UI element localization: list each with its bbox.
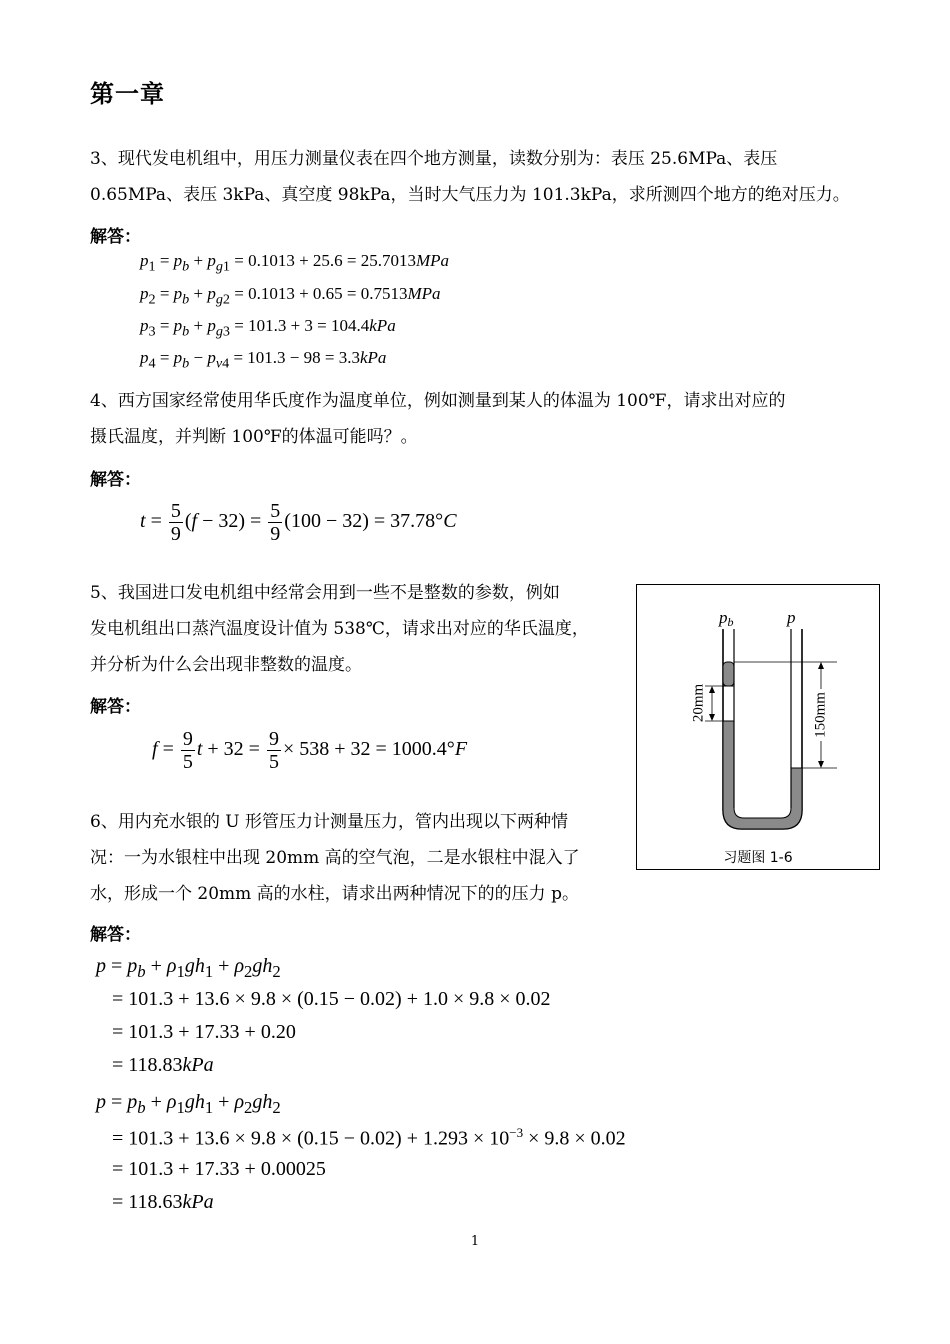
problem-6-line-2: 况：一为水银柱中出现 20mm 高的空气泡，二是水银柱中混入了	[90, 848, 580, 868]
chapter-title: 第一章	[90, 80, 165, 108]
figure-u-tube	[636, 584, 880, 870]
label-p: p	[787, 608, 796, 627]
solution-1-line-3: = 101.3 + 17.33 + 0.20	[112, 1021, 296, 1043]
problem-6-answer-label: 解答：	[90, 925, 141, 945]
mercury-segment-top	[723, 662, 734, 686]
problem-4-text	[90, 383, 860, 455]
label-pb: pb	[719, 608, 734, 629]
dim-150-arrow-top	[818, 662, 824, 669]
dim-150-label: 150mm	[812, 692, 829, 738]
dim-20-arrow-bottom	[709, 714, 715, 721]
problem-4-answer-label: 解答：	[90, 470, 141, 490]
solution-2-line-4: = 118.63kPa	[112, 1191, 214, 1213]
problem-3-line-1: 3、现代发电机组中，用压力测量仪表在四个地方测量，读数分别为：表压 25.6MPa、表压	[90, 149, 778, 169]
problem-5-line-3: 并分析为什么会出现非整数的温度。	[90, 655, 362, 675]
dim-20-label: 20mm	[690, 683, 707, 723]
problem-3-equation-2: $p_2 = p_b + p_{g2} = 0.1013 + 0.65 = 0.7513MPa$	[140, 284, 441, 308]
problem-4-line-1: 4、西方国家经常使用华氏度作为温度单位，例如测量到某人的体温为 100℉，请求出对应的	[90, 391, 786, 411]
problem-6-text	[90, 804, 625, 912]
figure-caption: 习题图 1-6	[723, 850, 793, 866]
problem-5-line-2: 发电机组出口蒸汽温度设计值为 538℃，请求出对应的华氏温度，	[90, 619, 589, 639]
problem-5-equation: f = $\frac{9}{5}$ t + 32 = $\frac{9}{5}$ × 538 + 32 = 1000.4°F	[152, 728, 468, 773]
problem-3-equation-1: $p_1 = p_b + p_{g1} = 0.1013 + 25.6 = 25.7013MPa$	[140, 251, 450, 275]
problem-3-answer-label: 解答：	[90, 227, 141, 247]
page-number: 1	[470, 1234, 480, 1249]
u-tube-outer-wall	[723, 629, 802, 829]
problem-6-line-1: 6、用内充水银的 U 形管压力计测量压力，管内出现以下两种情	[90, 812, 568, 832]
problem-4-equation: t = $\frac{5}{9}$ (f − 32) = $\frac{5}{9}$ (100 − 32) = 37.78°C	[140, 500, 457, 545]
problem-5-line-1: 5、我国进口发电机组中经常会用到一些不是整数的参数，例如	[90, 583, 560, 603]
problem-3-line-2: 0.65MPa、表压 3kPa、真空度 98kPa，当时大气压力为 101.3kPa，求所测四个地方的绝对压力。	[90, 185, 850, 205]
solution-2-line-2: = $101.3 + 13.6 \times 9.8 \times (0.15 - 0.02) + 1.293 \times 10^{-3} \times 9.8 \times 0.02$	[112, 1125, 626, 1150]
mercury-column	[723, 721, 802, 829]
solution-1-line-4: = 118.83kPa	[112, 1054, 214, 1076]
solution-2-line-1: $p = p_b + \rho_1gh_1 + \rho_2gh_2$	[96, 1091, 281, 1117]
solution-1-line-1: $p = p_b + \rho_1gh_1 + \rho_2gh_2$	[96, 955, 281, 981]
dim-20-arrow-top	[709, 686, 715, 693]
problem-5-text	[90, 575, 625, 683]
solution-1-line-2: = 101.3 + 13.6 × 9.8 × (0.15 − 0.02) + 1.0 × 9.8 × 0.02	[112, 988, 551, 1010]
problem-5-answer-label: 解答：	[90, 697, 141, 717]
problem-6-line-3: 水，形成一个 20mm 高的水柱，请求出两种情况下的的压力 p。	[90, 884, 579, 904]
problem-3-equation-3: $p_3 = p_b + p_{g3} = 101.3 + 3 = 104.4kPa$	[140, 316, 396, 340]
dim-150-arrow-bottom	[818, 761, 824, 768]
problem-3-equation-4: $p_4 = p_b - p_{v4} = 101.3 - 98 = 3.3kPa$	[140, 348, 387, 372]
u-tube-diagram	[637, 585, 879, 869]
problem-3-text	[90, 141, 860, 213]
problem-4-line-2: 摄氏温度，并判断 100℉的体温可能吗？。	[90, 427, 418, 447]
solution-2-line-3: = 101.3 + 17.33 + 0.00025	[112, 1158, 326, 1180]
